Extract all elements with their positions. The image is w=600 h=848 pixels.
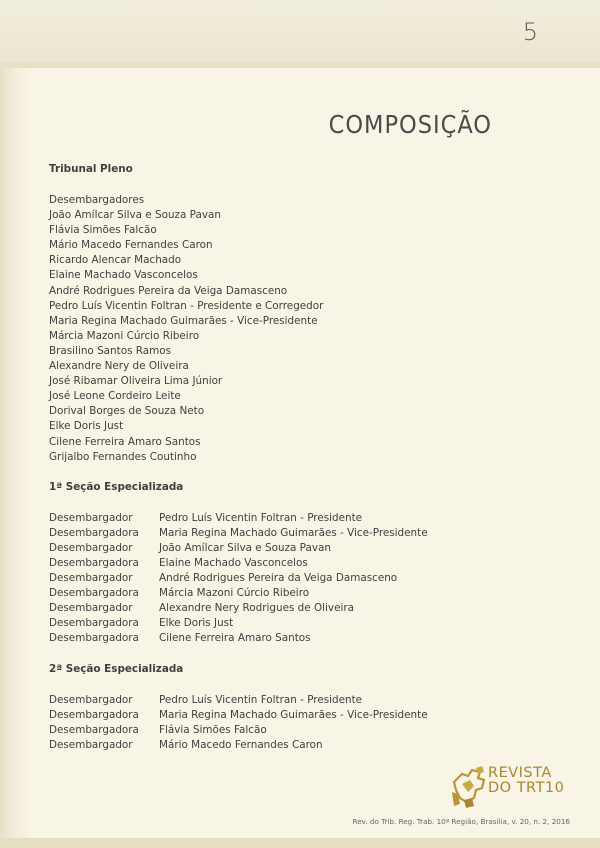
- table-row: [49, 586, 549, 601]
- composition-content: [49, 162, 549, 753]
- role-cell: Desembargador: [49, 572, 133, 585]
- list-item: Brasilino Santos Ramos: [49, 344, 172, 357]
- name-cell: Cilene Ferreira Amaro Santos: [159, 632, 311, 645]
- name-cell: Pedro Luís Vicentin Foltran - Presidente: [159, 511, 363, 524]
- footer-band: [0, 838, 600, 848]
- header-band: [0, 0, 600, 63]
- list-item: João Amílcar Silva e Souza Pavan: [49, 209, 221, 222]
- role-cell: Desembargador: [49, 511, 133, 524]
- name-cell: André Rodrigues Pereira da Veiga Damasceno: [159, 572, 398, 585]
- role-cell: Desembargadora: [49, 708, 139, 721]
- list-item: Grijalbo Fernandes Coutinho: [49, 450, 197, 463]
- table-row: [49, 601, 549, 616]
- list-item: Alexandre Nery de Oliveira: [49, 360, 189, 373]
- revista-trt10-logo: [448, 764, 578, 814]
- list-item: Elke Doris Just: [49, 420, 124, 433]
- page-number: 5: [522, 18, 538, 46]
- list-item: José Leone Cordeiro Leite: [49, 390, 181, 403]
- list-item: Desembargadores: [49, 194, 145, 206]
- table-row: [49, 571, 549, 586]
- role-cell: Desembargadora: [49, 556, 139, 569]
- list-item: José Ribamar Oliveira Lima Júnior: [49, 375, 223, 388]
- role-cell: Desembargadora: [49, 526, 139, 539]
- table-row: [49, 693, 549, 708]
- list-item: Márcia Mazoni Cúrcio Ribeiro: [49, 329, 200, 342]
- list-item: Pedro Luís Vicentin Foltran - Presidente e Corregedor: [49, 299, 324, 312]
- secao1-table: [49, 511, 549, 647]
- name-cell: Pedro Luís Vicentin Foltran - Presidente: [159, 693, 363, 706]
- table-row: [49, 631, 549, 646]
- list-item: Dorival Borges de Souza Neto: [49, 405, 205, 418]
- table-row: [49, 616, 549, 631]
- table-row: [49, 723, 549, 738]
- role-cell: Desembargador: [49, 738, 133, 751]
- role-cell: Desembargadora: [49, 723, 139, 736]
- name-cell: Alexandre Nery Rodrigues de Oliveira: [159, 602, 354, 615]
- tribunal-pleno-list: [49, 193, 549, 465]
- name-cell: João Amílcar Silva e Souza Pavan: [159, 541, 331, 554]
- list-item: Elaine Machado Vasconcelos: [49, 269, 198, 282]
- map-emblem-icon: [448, 764, 492, 810]
- footer-citation: Rev. do Trib. Reg. Trab. 10ª Região, Brasília, v. 20, n. 2, 2016: [352, 817, 570, 826]
- name-cell: Maria Regina Machado Guimarães - Vice-Presidente: [159, 708, 428, 721]
- list-item: André Rodrigues Pereira da Veiga Damasceno: [49, 284, 288, 297]
- list-item: Cilene Ferreira Amaro Santos: [49, 435, 201, 448]
- header-stripe: [0, 62, 600, 68]
- name-cell: Flávia Simões Falcão: [159, 723, 267, 736]
- logo-text: [488, 766, 564, 796]
- list-item: Flávia Simões Falcão: [49, 224, 157, 237]
- name-cell: Elke Doris Just: [159, 617, 234, 630]
- list-item: Maria Regina Machado Guimarães - Vice-Presidente: [49, 314, 318, 327]
- role-cell: Desembargador: [49, 693, 133, 706]
- name-cell: Maria Regina Machado Guimarães - Vice-Presidente: [159, 526, 428, 539]
- list-item: Mário Macedo Fernandes Caron: [49, 239, 213, 252]
- logo-line-1: REVISTA: [488, 765, 552, 781]
- list-item: Ricardo Alencar Machado: [49, 254, 182, 267]
- table-row: [49, 541, 549, 556]
- logo-line-2: DO TRT10: [488, 780, 565, 796]
- secao2-title: 2ª Seção Especializada: [49, 662, 184, 675]
- role-cell: Desembargador: [49, 541, 133, 554]
- table-row: [49, 738, 549, 753]
- name-cell: Márcia Mazoni Cúrcio Ribeiro: [159, 587, 310, 600]
- role-cell: Desembargadora: [49, 587, 139, 600]
- name-cell: Mário Macedo Fernandes Caron: [159, 738, 323, 751]
- page-title: COMPOSIÇÃO: [328, 110, 492, 139]
- table-row: [49, 708, 549, 723]
- tribunal-pleno-title: Tribunal Pleno: [49, 163, 133, 175]
- name-cell: Elaine Machado Vasconcelos: [159, 556, 308, 569]
- table-row: [49, 511, 549, 526]
- table-row: [49, 526, 549, 541]
- role-cell: Desembargadora: [49, 632, 139, 645]
- table-row: [49, 556, 549, 571]
- role-cell: Desembargador: [49, 602, 133, 615]
- role-cell: Desembargadora: [49, 617, 139, 630]
- secao1-title: 1ª Seção Especializada: [49, 480, 184, 493]
- secao2-table: [49, 693, 549, 753]
